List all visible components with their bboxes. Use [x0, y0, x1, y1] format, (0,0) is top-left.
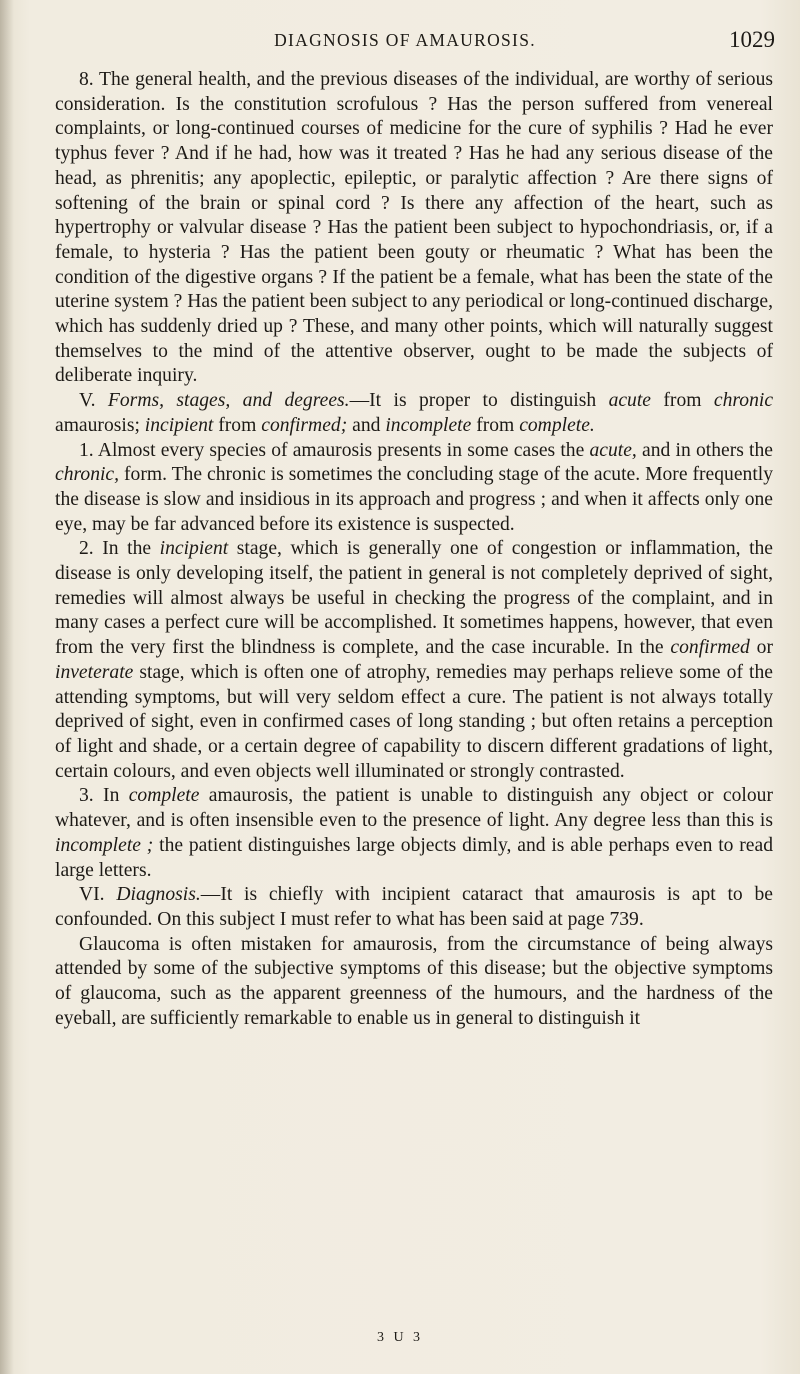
paragraph-complete-amaurosis [55, 784, 773, 883]
italic-term: incipient [144, 414, 214, 436]
text-run: amaurosis, the patient is unable to distinguish any object or colour whatever, and is often insensible even to the presence of light. Any degree less than this is [55, 785, 773, 832]
italic-term: incomplete ; [55, 834, 154, 856]
text-run: the patient distinguishes large objects dimly, and is able perhaps even to read large letters. [55, 834, 773, 881]
text-run: and [347, 414, 386, 436]
text-run: 1. Almost every species of amaurosis presents in some cases the [79, 439, 590, 461]
italic-term: acute, [589, 439, 637, 461]
text-run: 3. In [79, 785, 129, 807]
text-run: —It is proper to distinguish [349, 390, 609, 412]
text-run: VI. [79, 884, 117, 906]
italic-term: confirmed [670, 637, 750, 659]
gutter-shadow [0, 0, 14, 1374]
text-run: and in others the [636, 439, 773, 461]
body-text [55, 68, 773, 1031]
text-run: 2. In the [79, 538, 160, 560]
text-run: from [471, 414, 520, 436]
italic-term: inveterate [55, 661, 134, 683]
text-run: amaurosis; [55, 414, 145, 436]
text-run: form. The chronic is sometimes the concluding stage of the acute. More frequently the disease is slow and insidious in its approach and progress ; and when it affects only one eye, may be far advanced before its existence is suspected. [55, 464, 773, 535]
page-number: 1029 [729, 27, 775, 52]
running-title: DIAGNOSIS OF AMAUROSIS. [274, 30, 536, 50]
text-run: 8. The general health, and the previous diseases of the individual, are worthy of serious consideration. Is the constitution scrofulous ? Has the person suffered from venereal complaints, or long-continued courses of medicine for the cure of syphilis ? Had he ever typhus fever ? And if he had, how was it treated ? Has he had any serious disease of the head, as phrenitis; any apoplectic, epileptic, or paralytic affection ? Are there signs of softening of the brain or spinal cord ? Is there any affection of the heart, such as hypertrophy or valvular disease ? Has the patient been subject to hypochondriasis, or, if a female, to hysteria ? Has the patient been gouty or rheumatic ? What has been the condition of the digestive organs ? If the patient be a female, what has been the state of the uterine system ? Has the patient been subject to any periodical or long-continued discharge, which has suddenly dried up ? These, and many other points, which will naturally suggest themselves to the mind of the attentive observer, ought to be made the subjects of deliberate inquiry. [55, 69, 773, 387]
paragraph-acute-chronic [55, 439, 773, 538]
text-run: from [213, 414, 262, 436]
italic-term: complete [128, 785, 200, 807]
text-run: V. [79, 390, 108, 412]
italic-term: Forms, stages, and degrees. [107, 390, 350, 412]
italic-term: confirmed; [261, 414, 348, 436]
paragraph-incipient-stage [55, 537, 773, 784]
paragraph-section-vi-diagnosis [55, 883, 773, 932]
text-run: stage, which is often one of atrophy, remedies may perhaps relieve some of the attending symptoms, but will very seldom effect a cure. The patient is not always totally deprived of sight, even in confirmed cases of long standing ; but often retains a perception of light and shade, or a certain degree of capability to discern different gradations of light, certain colours, and even objects well illuminated or strongly contrasted. [55, 661, 773, 782]
paragraph-general-health [55, 68, 773, 389]
italic-term: chronic [713, 390, 774, 412]
paragraph-glaucoma [55, 933, 773, 1032]
signature-mark: 3 U 3 [376, 1330, 424, 1345]
paragraph-section-v-forms [55, 389, 773, 438]
page-header [55, 27, 775, 64]
italic-term: incomplete [385, 414, 472, 436]
text-run: or [749, 637, 773, 659]
italic-term: complete. [519, 414, 595, 436]
italic-term: chronic, [55, 464, 120, 486]
text-run: stage, which is generally one of congestion or inflammation, the disease is only developing itself, the patient in general is not completely deprived of sight, remedies will almost always be useful in checking the progress of the complaint, and in many cases a perfect cure will be accomplished. It sometimes happens, however, that even from the very first the blindness is complete, and the case incurable. In the [55, 538, 774, 659]
text-run: from [651, 390, 714, 412]
italic-term: Diagnosis. [116, 884, 201, 906]
italic-term: acute [608, 390, 651, 412]
text-run: —It is chiefly with incipient cataract that amaurosis is apt to be confounded. On this subject I must refer to what has been said at page 739. [55, 884, 773, 930]
text-run: Glaucoma is often mistaken for amaurosis, from the circumstance of being always attended by some of the subjective symptoms of this disease; but the objective symptoms of glaucoma, such as the apparent greenness of the humours, and the hardness of the eyeball, are sufficiently remarkable to enable us in general to distinguish it [55, 933, 773, 1029]
italic-term: incipient [159, 538, 229, 560]
